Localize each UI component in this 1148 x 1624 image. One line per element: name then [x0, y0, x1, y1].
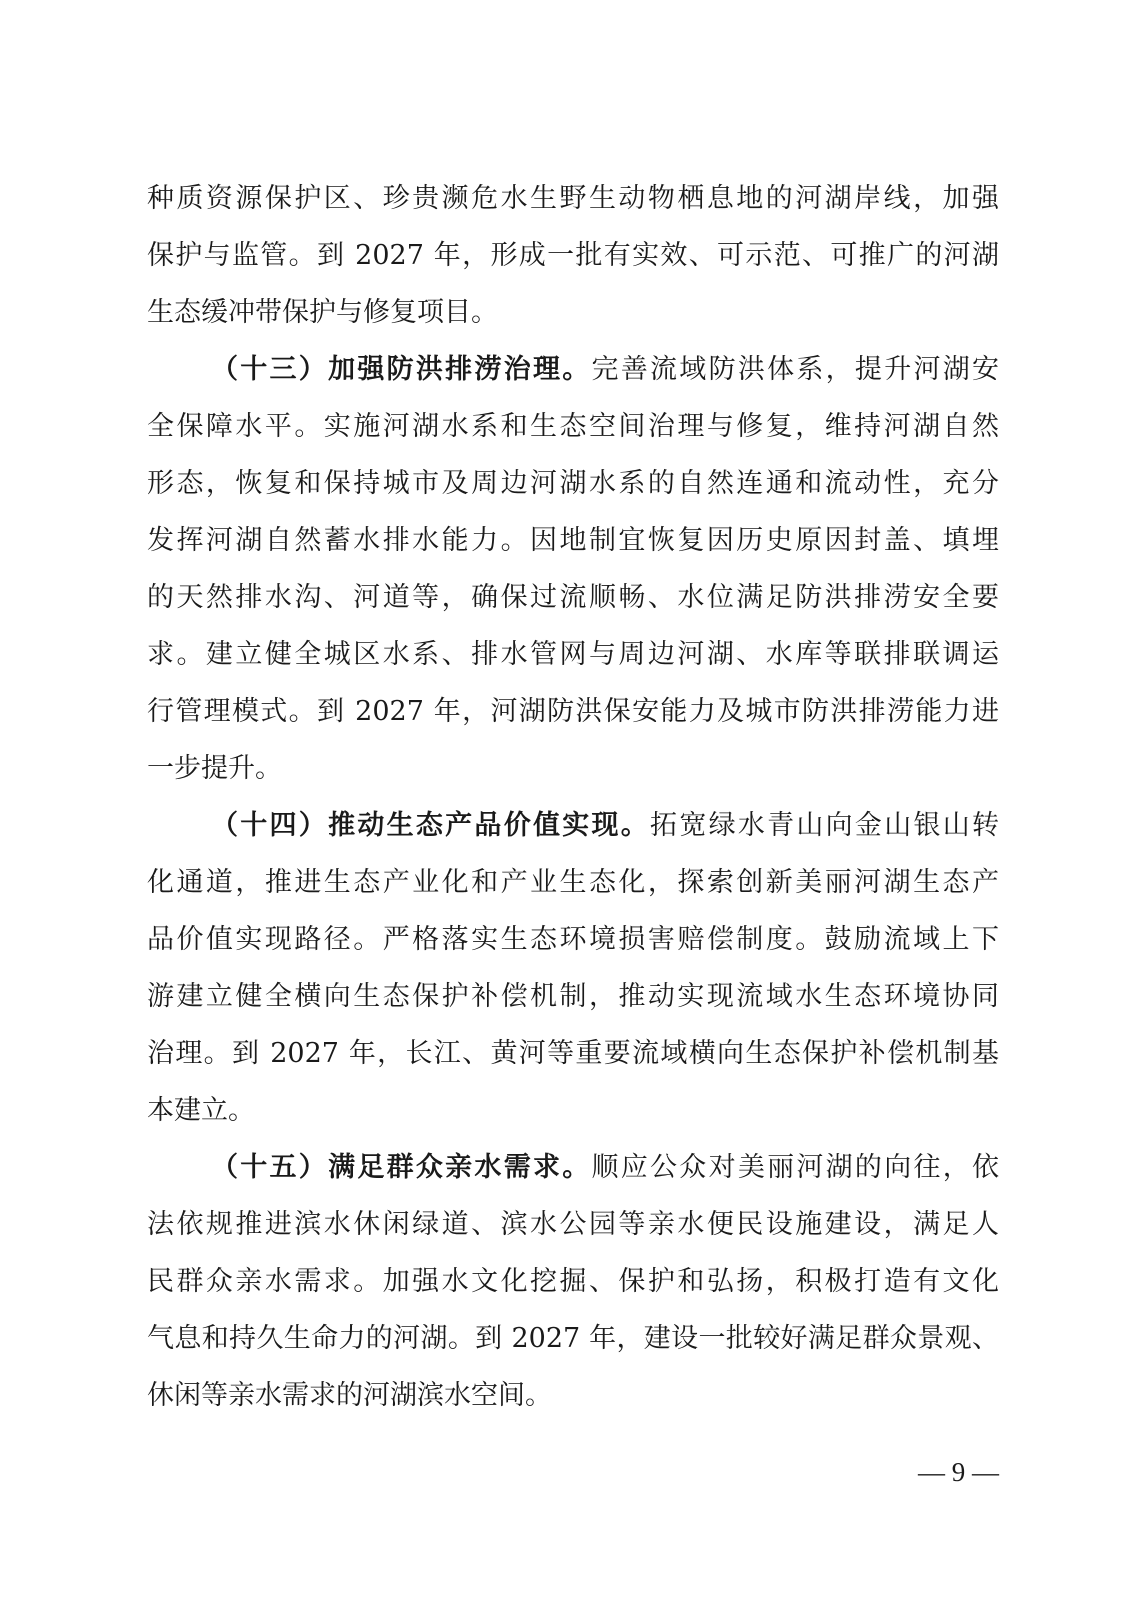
text-line: 种质资源保护区、珍贵濒危水生野生动物栖息地的河湖岸线，加强: [147, 183, 999, 214]
section-13-heading: （十三）加强防洪排涝治理。: [211, 354, 592, 385]
text-line: [147, 1139, 999, 1196]
text-line: 发挥河湖自然蓄水排水能力。因地制宜恢复因历史原因封盖、填埋: [147, 525, 999, 556]
text-line: 游建立健全横向生态保护补偿机制，推动实现流域水生态环境协同: [147, 981, 999, 1012]
text-line: 一步提升。: [147, 753, 282, 784]
text-line: 保护与监管。到 2027 年，形成一批有实效、可示范、可推广的河湖: [147, 240, 999, 271]
text-line: 法依规推进滨水休闲绿道、滨水公园等亲水便民设施建设，满足人: [147, 1209, 999, 1240]
text-line: 生态缓冲带保护与修复项目。: [147, 297, 498, 328]
text-line: [147, 341, 999, 398]
section-13-text: 完善流域防洪体系，提升河湖安: [591, 354, 999, 385]
text-line: 气息和持久生命力的河湖。到 2027 年，建设一批较好满足群众景观、: [147, 1323, 999, 1354]
text-line: [147, 797, 999, 854]
section-14-text: 拓宽绿水青山向金山银山转: [650, 810, 1000, 841]
text-line: 休闲等亲水需求的河湖滨水空间。: [147, 1380, 552, 1411]
section-15: [147, 1139, 999, 1424]
section-13: [147, 341, 999, 797]
page-number: — 9 —: [918, 1457, 999, 1487]
paragraph-continuation: [147, 170, 999, 341]
text-line: 全保障水平。实施河湖水系和生态空间治理与修复，维持河湖自然: [147, 411, 999, 442]
section-14: [147, 797, 999, 1139]
text-line: 行管理模式。到 2027 年，河湖防洪保安能力及城市防洪排涝能力进: [147, 696, 999, 727]
text-line: 的天然排水沟、河道等，确保过流顺畅、水位满足防洪排涝安全要: [147, 582, 999, 613]
text-line: 形态，恢复和保持城市及周边河湖水系的自然连通和流动性，充分: [147, 468, 999, 499]
document-body: [147, 170, 999, 1424]
text-line: 求。建立健全城区水系、排水管网与周边河湖、水库等联排联调运: [147, 639, 999, 670]
text-line: 本建立。: [147, 1095, 255, 1126]
text-line: 化通道，推进生态产业化和产业生态化，探索创新美丽河湖生态产: [147, 867, 999, 898]
section-15-heading: （十五）满足群众亲水需求。: [211, 1152, 592, 1183]
text-line: 民群众亲水需求。加强水文化挖掘、保护和弘扬，积极打造有文化: [147, 1266, 999, 1297]
text-line: 品价值实现路径。严格落实生态环境损害赔偿制度。鼓励流域上下: [147, 924, 999, 955]
text-line: 治理。到 2027 年，长江、黄河等重要流域横向生态保护补偿机制基: [147, 1038, 999, 1069]
section-14-heading: （十四）推动生态产品价值实现。: [211, 810, 651, 841]
section-15-text: 顺应公众对美丽河湖的向往，依: [591, 1152, 999, 1183]
